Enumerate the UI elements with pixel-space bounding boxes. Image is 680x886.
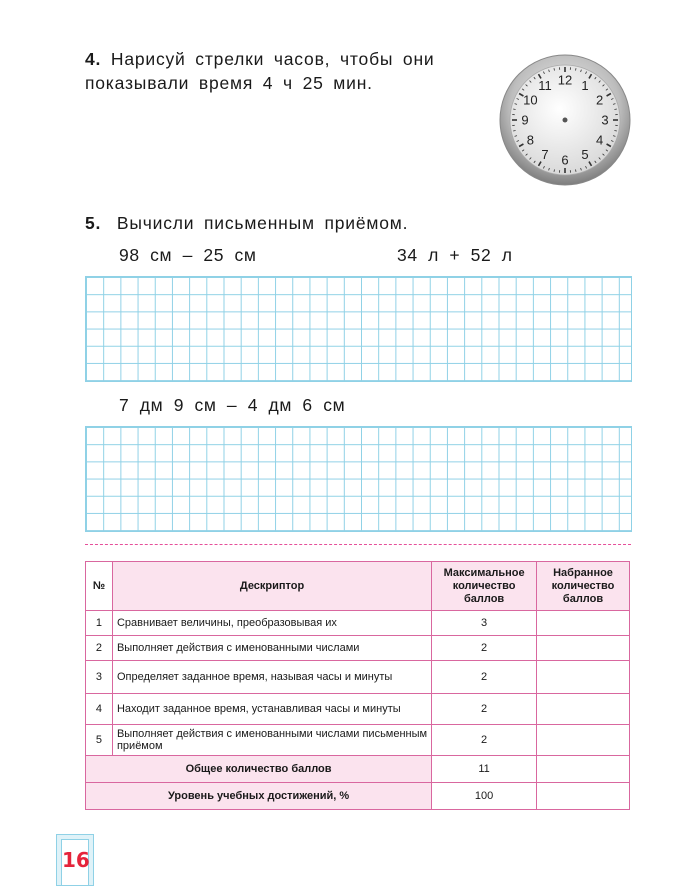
row-max: 2 [432, 725, 537, 756]
row-descriptor: Сравнивает величины, преобразовывая их [112, 611, 431, 636]
clock-numeral: 1 [581, 78, 588, 93]
page-number-badge [56, 834, 94, 886]
header-descriptor: Дескриптор [112, 562, 431, 611]
task-4-line-2: показывали время 4 ч 25 мин. [85, 71, 485, 95]
total-label: Общее количество баллов [86, 756, 432, 783]
level-label: Уровень учебных достижений, % [86, 783, 432, 810]
expression-2: 34 л + 52 л [397, 245, 513, 266]
clock-numeral: 6 [561, 153, 568, 168]
table-row [86, 725, 630, 756]
row-earned-cell[interactable] [537, 636, 630, 661]
clock-numeral: 4 [596, 133, 603, 148]
level-row [86, 783, 630, 810]
clock-numeral: 5 [581, 147, 588, 162]
clock-numeral: 7 [541, 147, 548, 162]
table-header-row [86, 562, 630, 611]
clock-numeral: 2 [596, 93, 603, 108]
assessment-table [85, 561, 630, 810]
row-max: 2 [432, 694, 537, 725]
total-value: 11 [432, 756, 537, 783]
table-row [86, 636, 630, 661]
task-5-instruction: Вычисли письменным приёмом. [117, 213, 408, 233]
task-4-line-1-text: Нарисуй стрелки часов, чтобы они [111, 49, 435, 69]
clock-minute-tick [554, 68, 555, 70]
task-5-text [85, 211, 408, 235]
header-max-points: Максимальное количество баллов [432, 562, 537, 611]
row-descriptor: Выполняет действия с именованными числами письменным приёмом [112, 725, 431, 756]
expression-1: 98 см – 25 см [119, 245, 256, 266]
clock-numeral: 12 [558, 73, 572, 88]
clock-numeral: 8 [527, 133, 534, 148]
row-descriptor: Выполняет действия с именованными числами [112, 636, 431, 661]
level-earned-cell[interactable] [537, 783, 630, 810]
row-descriptor: Определяет заданное время, называя часы и минуты [112, 661, 431, 694]
clock-numeral: 3 [601, 113, 608, 128]
row-max: 3 [432, 611, 537, 636]
table-row [86, 694, 630, 725]
page-number-frame [61, 839, 89, 885]
task-4-text [85, 47, 485, 95]
header-num: № [86, 562, 113, 611]
total-earned-cell[interactable] [537, 756, 630, 783]
table-row [86, 611, 630, 636]
task-5-number: 5. [85, 213, 101, 233]
header-earned-points: Набранное количество баллов [537, 562, 630, 611]
clock-minute-tick [575, 169, 576, 171]
clock-minute-tick [513, 130, 515, 131]
clock-minute-tick [513, 109, 515, 110]
row-num: 3 [86, 661, 113, 694]
row-earned-cell[interactable] [537, 725, 630, 756]
clock-minute-tick [614, 109, 616, 110]
clock-center [563, 118, 568, 123]
task-4-number: 4. [85, 49, 101, 69]
row-earned-cell[interactable] [537, 661, 630, 694]
clock-minute-tick [614, 130, 616, 131]
row-num: 5 [86, 725, 113, 756]
row-max: 2 [432, 661, 537, 694]
row-num: 2 [86, 636, 113, 661]
row-max: 2 [432, 636, 537, 661]
level-value: 100 [432, 783, 537, 810]
clock-minute-tick [554, 169, 555, 171]
answer-grid-1[interactable] [85, 276, 632, 382]
answer-grid-2[interactable] [85, 426, 632, 532]
clock-face[interactable] [498, 53, 632, 187]
row-num: 4 [86, 694, 113, 725]
dashed-divider [85, 544, 631, 545]
row-earned-cell[interactable] [537, 611, 630, 636]
clock-numeral: 11 [538, 78, 552, 93]
expression-3: 7 дм 9 см – 4 дм 6 см [119, 395, 345, 416]
clock-minute-tick [575, 68, 576, 70]
clock-numeral: 9 [521, 113, 528, 128]
table-row [86, 661, 630, 694]
row-earned-cell[interactable] [537, 694, 630, 725]
row-descriptor: Находит заданное время, устанавливая часы и минуты [112, 694, 431, 725]
clock-numeral: 10 [523, 93, 537, 108]
page-number: 16 [62, 848, 88, 872]
total-row [86, 756, 630, 783]
row-num: 1 [86, 611, 113, 636]
task-4-line-1 [85, 47, 485, 71]
